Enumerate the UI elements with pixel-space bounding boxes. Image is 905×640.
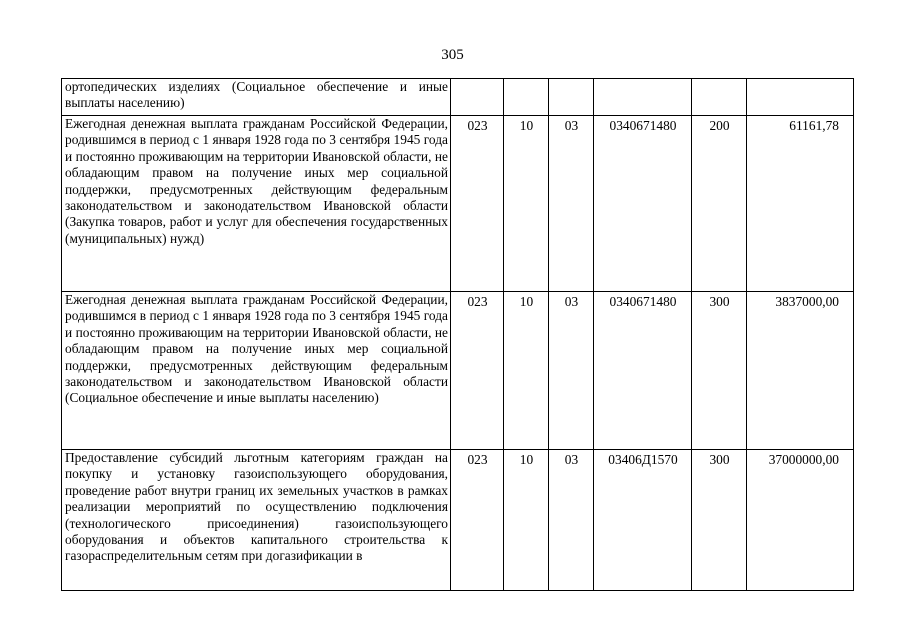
ministry-code: 023 — [451, 292, 504, 450]
table-row — [62, 116, 854, 292]
amount-value: 3837000,00 — [747, 292, 854, 450]
row-description: Ежегодная денежная выплата гражданам Российской Федерации, родившимся в период с 1 января 1928 года по 3 сентября 1945 года и постоянно проживающим на территории Ивановской области, не обладающим правом на получение иных мер социальной поддержки, предусмотренных действующим федеральным законодательством и законодательством Ивановской области (Закупка товаров, работ и услуг для обеспечения государственных (муниципальных) нужд) — [62, 116, 451, 292]
section-code — [504, 79, 549, 116]
target-article-code — [594, 79, 692, 116]
ministry-code — [451, 79, 504, 116]
expense-type-code: 300 — [692, 450, 747, 591]
ministry-code: 023 — [451, 116, 504, 292]
section-code: 10 — [504, 116, 549, 292]
row-description: Ежегодная денежная выплата гражданам Российской Федерации, родившимся в период с 1 января 1928 года по 3 сентября 1945 года и постоянно проживающим на территории Ивановской области, не обладающим правом на получение иных мер социальной поддержки, предусмотренных действующим федеральным законодательством и законодательством Ивановской области (Социальное обеспечение и иные выплаты населению) — [62, 292, 451, 450]
amount-value: 37000000,00 — [747, 450, 854, 591]
amount-value — [747, 79, 854, 116]
ministry-code: 023 — [451, 450, 504, 591]
target-article-code: 0340671480 — [594, 292, 692, 450]
table-row — [62, 292, 854, 450]
budget-table — [61, 78, 854, 591]
expense-type-code — [692, 79, 747, 116]
target-article-code: 03406Д1570 — [594, 450, 692, 591]
table-row — [62, 79, 854, 116]
row-description: ортопедических изделиях (Социальное обеспечение и иные выплаты населению) — [62, 79, 451, 116]
subsection-code: 03 — [549, 292, 594, 450]
expense-type-code: 300 — [692, 292, 747, 450]
section-code: 10 — [504, 292, 549, 450]
target-article-code: 0340671480 — [594, 116, 692, 292]
subsection-code — [549, 79, 594, 116]
page-number: 305 — [441, 47, 464, 63]
subsection-code: 03 — [549, 450, 594, 591]
expense-type-code: 200 — [692, 116, 747, 292]
subsection-code: 03 — [549, 116, 594, 292]
section-code: 10 — [504, 450, 549, 591]
row-description: Предоставление субсидий льготным категориям граждан на покупку и установку газоиспользующего оборудования, проведение работ внутри границ их земельных участков в рамках реализации мероприятий по осуществлению подключения (технологического присоединения) газоиспользующего оборудования и объектов капитального строительства к газораспределительным сетям при догазификации в — [62, 450, 451, 591]
amount-value: 61161,78 — [747, 116, 854, 292]
table-row — [62, 450, 854, 591]
